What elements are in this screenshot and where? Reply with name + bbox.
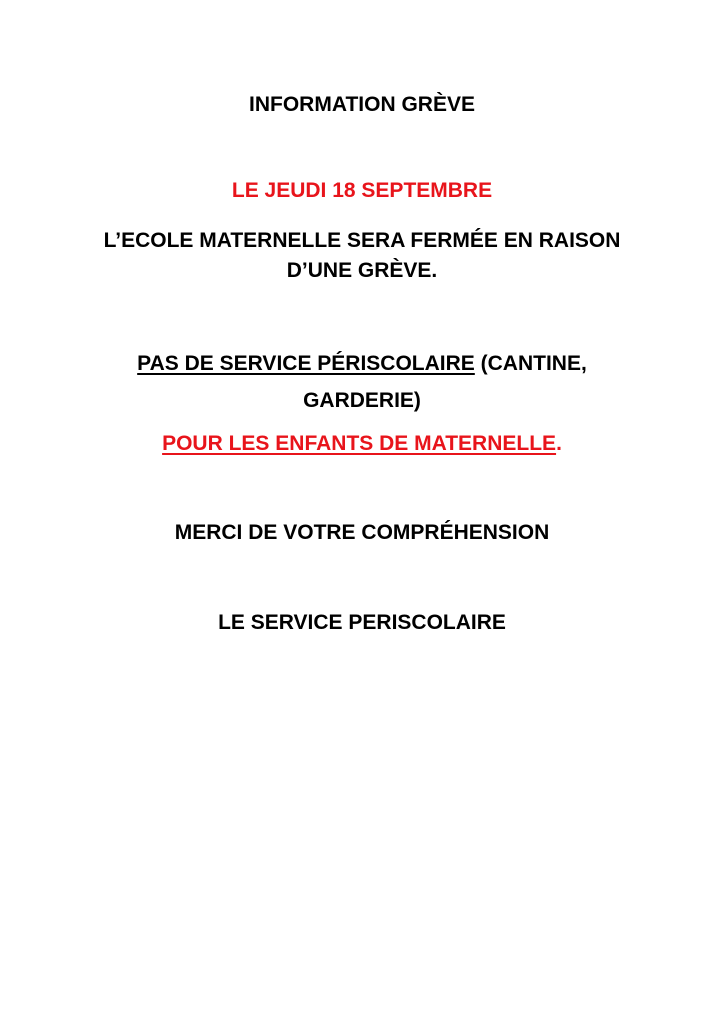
title-text: INFORMATION GRÈVE [249, 93, 475, 116]
date-line [0, 176, 724, 206]
service-underlined-text: PAS DE SERVICE PÉRISCOLAIRE [137, 352, 475, 375]
service-line-1 [0, 349, 724, 379]
document-title [0, 90, 724, 120]
date-text: LE JEUDI 18 SEPTEMBRE [231, 179, 493, 202]
service-rest-text: (CANTINE, [474, 352, 587, 375]
children-line [0, 429, 724, 459]
children-period: . [556, 432, 562, 455]
closure-line-2 [0, 256, 724, 286]
closure-line-1 [0, 226, 724, 256]
closure-text-2: D’UNE GRÈVE. [286, 259, 438, 282]
thanks-line [0, 518, 724, 548]
signature-line [0, 608, 724, 638]
signature-text: LE SERVICE PERISCOLAIRE [218, 611, 506, 634]
thanks-text: MERCI DE VOTRE COMPRÉHENSION [174, 521, 550, 544]
children-text: POUR LES ENFANTS DE MATERNELLE [162, 432, 557, 455]
closure-text-1: L’ECOLE MATERNELLE SERA FERMÉE EN RAISON [103, 229, 621, 252]
service-text-2: GARDERIE) [303, 389, 421, 412]
service-line-2 [0, 386, 724, 416]
